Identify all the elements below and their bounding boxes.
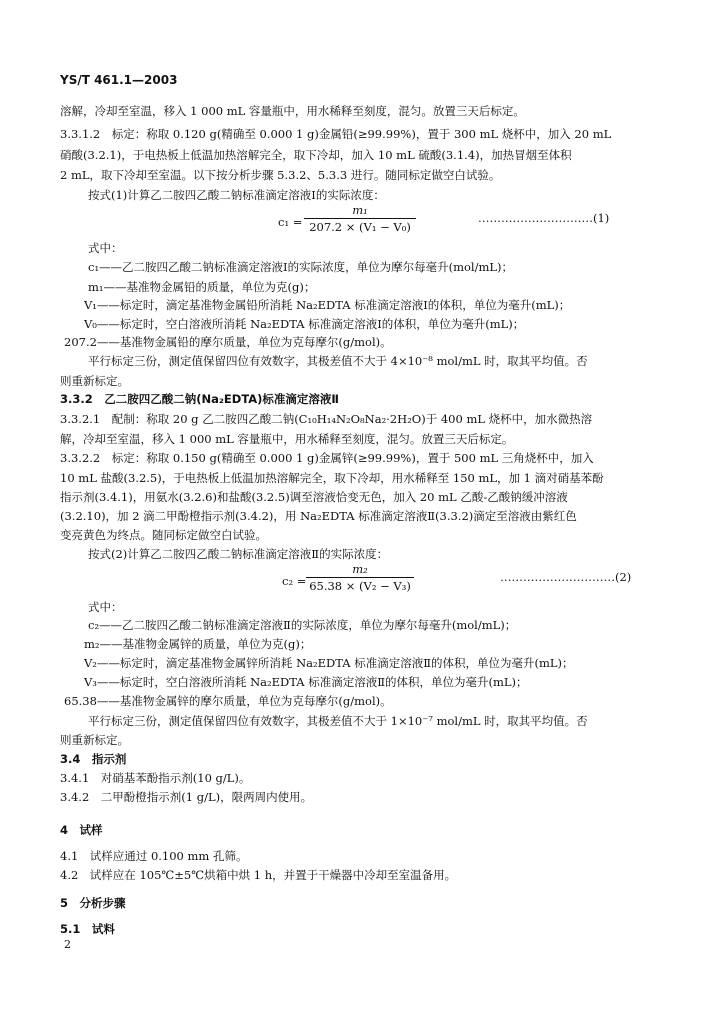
section-heading-4: 4 试样	[60, 823, 103, 837]
list-item: 4.1 试样应通过 0.100 mm 孔筛。	[60, 849, 248, 863]
section-heading-5: 5 分析步骤	[60, 896, 126, 910]
equation-2-lhs: c₂ =	[282, 574, 307, 588]
section-heading-5-1: 5.1 试料	[60, 922, 115, 936]
where-item: V₁——标定时，滴定基准物金属铅所消耗 Na₂EDTA 标准滴定溶液Ⅰ的体积，单位为毫升(mL)；	[84, 298, 571, 312]
text-line: 解，冷却至室温，移入 1 000 mL 容量瓶中，用水稀释至刻度，混匀。放置三天后标定。	[60, 432, 514, 446]
text-line: 3.3.2.1 配制：称取 20 g 乙二胺四乙酸二钠(C₁₀H₁₄N₂O₈Na₂·2H₂O)于 400 mL 烧杯中，加水微热溶	[60, 412, 593, 426]
text-line: 平行标定三份，测定值保留四位有效数字，其极差值不大于 1×10⁻⁷ mol/mL 时，取其平均值。否	[88, 714, 588, 728]
where-item: m₁——基准物金属铅的质量，单位为克(g)；	[88, 280, 316, 294]
text-line: 3.3.1.2 标定：称取 0.120 g(精确至 0.000 1 g)金属铅(≥99.99%)，置于 300 mL 烧杯中，加入 20 mL	[60, 127, 612, 141]
section-heading-3-4: 3.4 指示剂	[60, 752, 127, 766]
text-line: 2 mL，取下冷却至室温。以下按分析步骤 5.3.2、5.3.3 进行。随同标定做空白试验。	[60, 168, 501, 182]
standard-header: YS/T 461.1—2003	[60, 73, 178, 87]
equation-1-number: …………………………(1)	[478, 211, 610, 225]
page-number: 2	[64, 938, 71, 951]
section-heading-3-3-2: 3.3.2 乙二胺四乙酸二钠(Na₂EDTA)标准滴定溶液Ⅱ	[60, 392, 340, 406]
list-item: 3.4.2 二甲酚橙指示剂(1 g/L)，限两周内使用。	[60, 790, 313, 804]
where-item: V₂——标定时，滴定基准物金属锌所消耗 Na₂EDTA 标准滴定溶液Ⅱ的体积，单位为毫升(mL)；	[84, 656, 574, 670]
text-line: 变亮黄色为终点。随同标定做空白试验。	[60, 528, 267, 542]
equation-1-lhs: c₁ =	[278, 215, 303, 229]
where-item: c₂——乙二胺四乙酸二钠标准滴定溶液Ⅱ的实际浓度，单位为摩尔每毫升(mol/mL)；	[88, 618, 517, 632]
where-item: c₁——乙二胺四乙酸二钠标准滴定溶液Ⅰ的实际浓度，单位为摩尔每毫升(mol/mL)；	[88, 260, 513, 274]
text-line: 10 mL 盐酸(3.2.5)，于电热板上低温加热溶解完全，取下冷却，用水稀释至 150 mL，加 1 滴对硝基苯酚	[60, 471, 604, 485]
equation-1-numerator: m₁	[352, 203, 368, 217]
equation-2-numerator: m₂	[352, 562, 368, 576]
where-item: 207.2——基准物金属铅的摩尔质量，单位为克每摩尔(g/mol)。	[64, 335, 392, 349]
text-line: 硝酸(3.2.1)，于电热板上低温加热溶解完全，取下冷却，加入 10 mL 硫酸(3.1.4)，加热冒烟至体积	[60, 148, 572, 162]
equation-1-fraction	[304, 203, 416, 234]
equation-1-denominator: 207.2 × (V₁ − V₀)	[309, 220, 411, 234]
where-item: m₂——基准物金属锌的质量，单位为克(g)；	[84, 637, 312, 651]
text-line: 则重新标定。	[60, 374, 129, 388]
equation-2-fraction	[306, 562, 414, 593]
text-line: 则重新标定。	[60, 733, 129, 747]
text-line: (3.2.10)，加 2 滴二甲酚橙指示剂(3.4.2)，用 Na₂EDTA 标准滴定溶液Ⅱ(3.3.2)滴定至溶液由紫红色	[60, 509, 577, 523]
text-line: 按式(2)计算乙二胺四乙酸二钠标准滴定溶液Ⅱ的实际浓度：	[88, 547, 389, 561]
text-line: 指示剂(3.4.1)，用氨水(3.2.6)和盐酸(3.2.5)调至溶液恰变无色，加入 20 mL 乙酸-乙酸钠缓冲溶液	[60, 490, 568, 504]
text-line: 平行标定三份，测定值保留四位有效数字，其极差值不大于 4×10⁻⁸ mol/mL 时，取其平均值。否	[88, 354, 588, 368]
equation-2-number: …………………………(2)	[500, 570, 632, 584]
text-line: 溶解，冷却至室温，移入 1 000 mL 容量瓶中，用水稀释至刻度，混匀。放置三天后标定。	[60, 104, 525, 118]
where-item: V₃——标定时，空白溶液所消耗 Na₂EDTA 标准滴定溶液Ⅱ的体积，单位为毫升(mL)；	[84, 675, 528, 689]
where-item: V₀——标定时，空白溶液所消耗 Na₂EDTA 标准滴定溶液Ⅰ的体积，单位为毫升(mL)；	[84, 317, 525, 331]
list-item: 3.4.1 对硝基苯酚指示剂(10 g/L)。	[60, 771, 251, 785]
where-item: 65.38——基准物金属锌的摩尔质量，单位为克每摩尔(g/mol)。	[64, 694, 392, 708]
equation-2-denominator: 65.38 × (V₂ − V₃)	[309, 579, 411, 593]
list-item: 4.2 试样应在 105℃±5℃烘箱中烘 1 h，并置于干燥器中冷却至室温备用。	[60, 868, 457, 882]
where-title: 式中：	[88, 600, 123, 614]
text-line: 按式(1)计算乙二胺四乙酸二钠标准滴定溶液Ⅰ的实际浓度：	[88, 188, 385, 202]
text-line: 3.3.2.2 标定：称取 0.150 g(精确至 0.000 1 g)金属锌(≥99.99%)，置于 500 mL 三角烧杯中，加入	[60, 451, 594, 465]
where-title: 式中：	[88, 241, 123, 255]
